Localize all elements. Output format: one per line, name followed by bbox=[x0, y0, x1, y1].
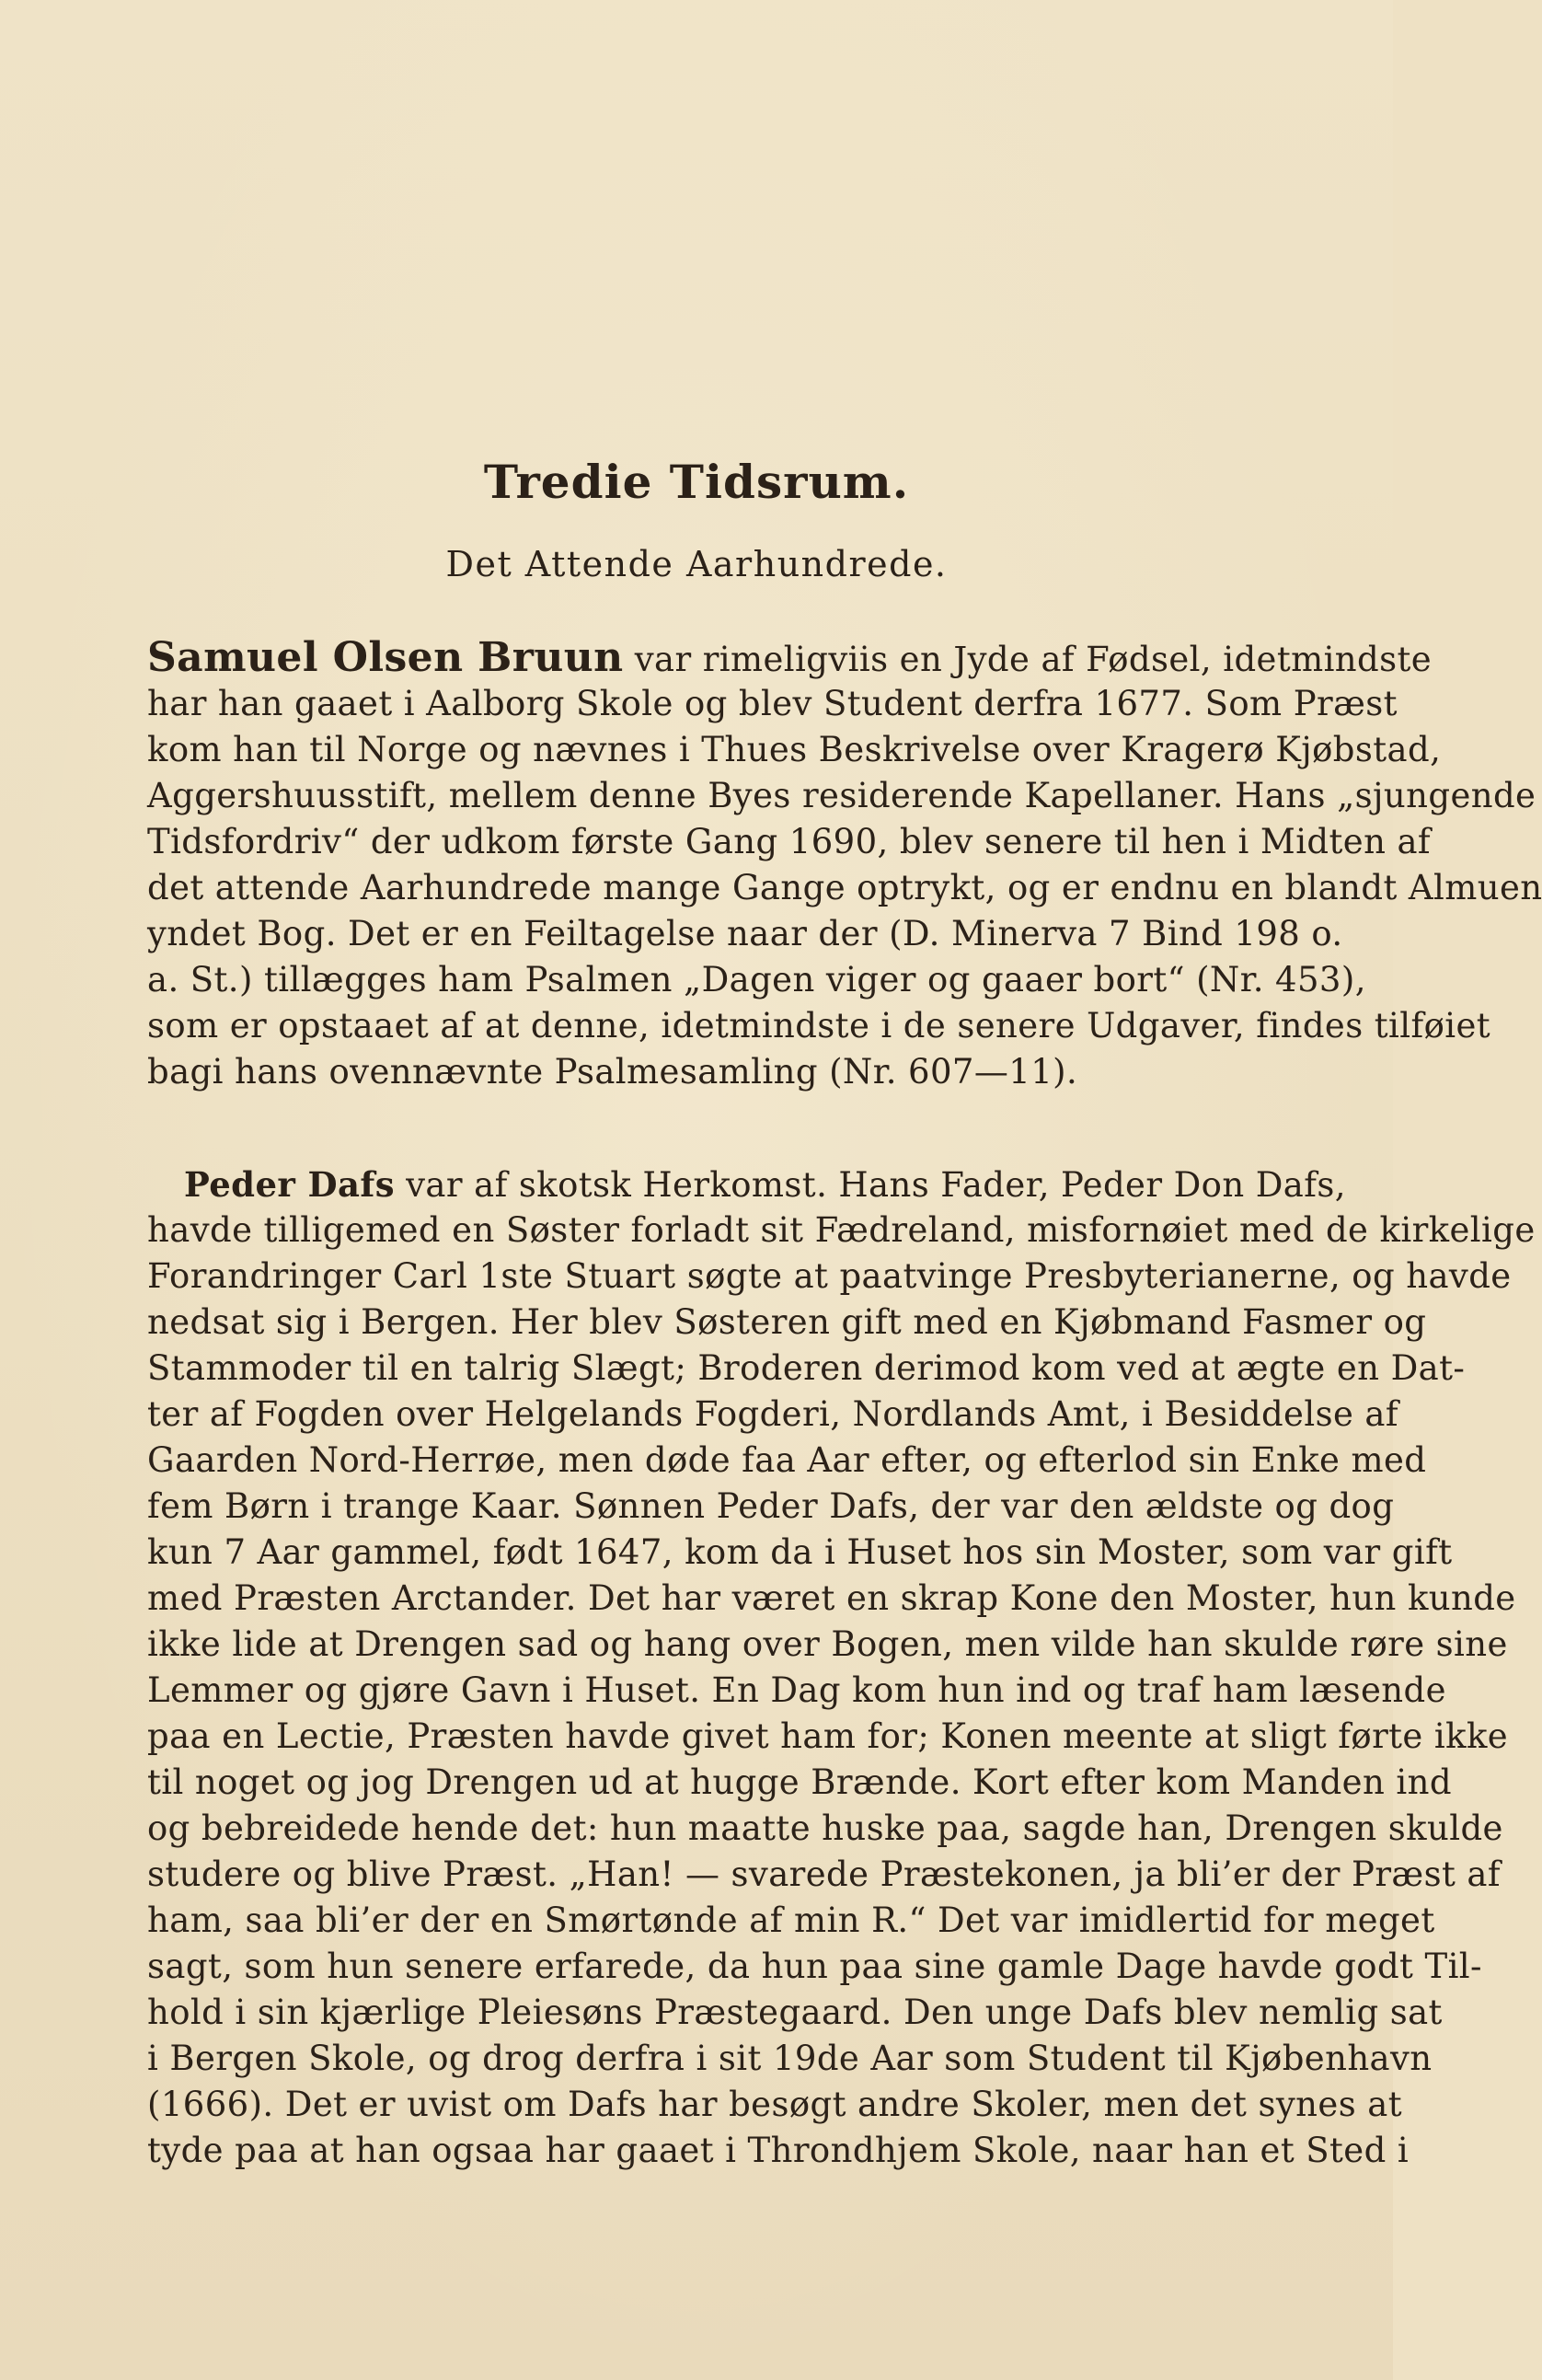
paragraph-line: det attende Aarhundrede mange Gange optrykt, og er endnu en blandt Almuen bbox=[147, 868, 1542, 907]
paragraph-line: paa en Lectie, Præsten havde givet ham for; Konen meente at sligt førte ikke bbox=[147, 1716, 1509, 1756]
paragraph-line: Forandringer Carl 1ste Stuart søgte at paatvinge Presbyterianerne, og havde bbox=[147, 1256, 1512, 1296]
paragraph-line: til noget og jog Drengen ud at hugge Brænde. Kort efter kom Manden ind bbox=[147, 1762, 1452, 1802]
paragraph-line: ter af Fogden over Helgelands Fogderi, Nordlands Amt, i Besiddelse af bbox=[147, 1394, 1398, 1434]
paragraph-line: fem Børn i trange Kaar. Sønnen Peder Dafs, der var den ældste og dog bbox=[147, 1486, 1395, 1526]
paragraph-line: kun 7 Aar gammel, født 1647, kom da i Huset hos sin Moster, som var gift bbox=[147, 1532, 1453, 1572]
paragraph-samuel-olsen-bruun bbox=[147, 634, 1542, 1095]
paragraph-line: har han gaaet i Aalborg Skole og blev Student derfra 1677. Som Præst bbox=[147, 684, 1398, 723]
person-name: Peder Dafs bbox=[184, 1164, 395, 1205]
paragraph-line: ham, saa bli’er der en Smørtønde af min R.“ Det var imidlertid for meget bbox=[147, 1901, 1435, 1940]
paragraph-line: Aggershuusstift, mellem denne Byes residerende Kapellaner. Hans „sjungende bbox=[147, 776, 1536, 815]
paragraph-line: som er opstaaet af at denne, idetmindste i de senere Udgaver, findes tilføiet bbox=[147, 1006, 1491, 1046]
paragraph-line: Lemmer og gjøre Gavn i Huset. En Dag kom hun ind og traf ham læsende bbox=[147, 1670, 1446, 1710]
paragraph-line: i Bergen Skole, og drog derfra i sit 19de Aar som Student til Kjøbenhavn bbox=[147, 2039, 1433, 2078]
paragraph-line: tyde paa at han ogsaa har gaaet i Throndhjem Skole, naar han et Sted i bbox=[147, 2131, 1410, 2170]
paragraph-line: sagt, som hun senere erfarede, da hun paa sine gamle Dage havde godt Til- bbox=[147, 1947, 1482, 1986]
paragraph-line: Stammoder til en talrig Slægt; Broderen derimod kom ved at ægte en Dat- bbox=[147, 1348, 1466, 1388]
paragraph-line: a. St.) tillægges ham Psalmen „Dagen viger og gaaer bort“ (Nr. 453), bbox=[147, 960, 1366, 999]
paragraph-line: havde tilligemed en Søster forladt sit Fædreland, misfornøiet med de kirkelige bbox=[147, 1210, 1536, 1250]
paragraph-line: ikke lide at Drengen sad og hang over Bogen, men vilde han skulde røre sine bbox=[147, 1624, 1508, 1664]
paragraph-line: og bebreidede hende det: hun maatte huske paa, sagde han, Drengen skulde bbox=[147, 1808, 1503, 1848]
person-name: Samuel Olsen Bruun bbox=[147, 634, 624, 681]
paragraph-line: kom han til Norge og nævnes i Thues Beskrivelse over Kragerø Kjøbstad, bbox=[147, 730, 1442, 769]
paragraph-line: Tidsfordriv“ der udkom første Gang 1690, blev senere til hen i Midten af bbox=[147, 822, 1432, 861]
paragraph-line: Samuel Olsen Bruun var rimeligviis en Jyde af Fødsel, idetmindste bbox=[147, 634, 1433, 681]
paragraph-line: med Præsten Arctander. Det har været en skrap Kone den Moster, hun kunde bbox=[147, 1578, 1516, 1618]
paragraph-line: hold i sin kjærlige Pleiesøns Præstegaard. Den unge Dafs blev nemlig sat bbox=[147, 1993, 1443, 2032]
paragraph-line: studere og blive Præst. „Han! — svarede Præstekonen, ja bli’er der Præst af bbox=[147, 1854, 1501, 1894]
paragraph-line: (1666). Det er uvist om Dafs har besøgt andre Skoler, men det synes at bbox=[147, 2085, 1402, 2124]
paragraph-line: Gaarden Nord-Herrøe, men døde faa Aar efter, og efterlod sin Enke med bbox=[147, 1440, 1427, 1480]
paragraph-line: nedsat sig i Bergen. Her blev Søsteren gift med en Kjøbmand Fasmer og bbox=[147, 1302, 1427, 1342]
paragraph-line: Peder Dafs var af skotsk Herkomst. Hans Fader, Peder Don Dafs, bbox=[184, 1164, 1346, 1205]
paragraph-line: yndet Bog. Det er en Feiltagelse naar der (D. Minerva 7 Bind 198 o. bbox=[147, 914, 1343, 953]
chapter-title: Tredie Tidsrum. bbox=[483, 455, 910, 509]
paragraph-peder-dafs bbox=[147, 1161, 1536, 2174]
chapter-subtitle: Det Attende Aarhundrede. bbox=[445, 544, 948, 584]
paragraph-line: bagi hans ovennævnte Psalmesamling (Nr. 607—11). bbox=[147, 1052, 1078, 1092]
